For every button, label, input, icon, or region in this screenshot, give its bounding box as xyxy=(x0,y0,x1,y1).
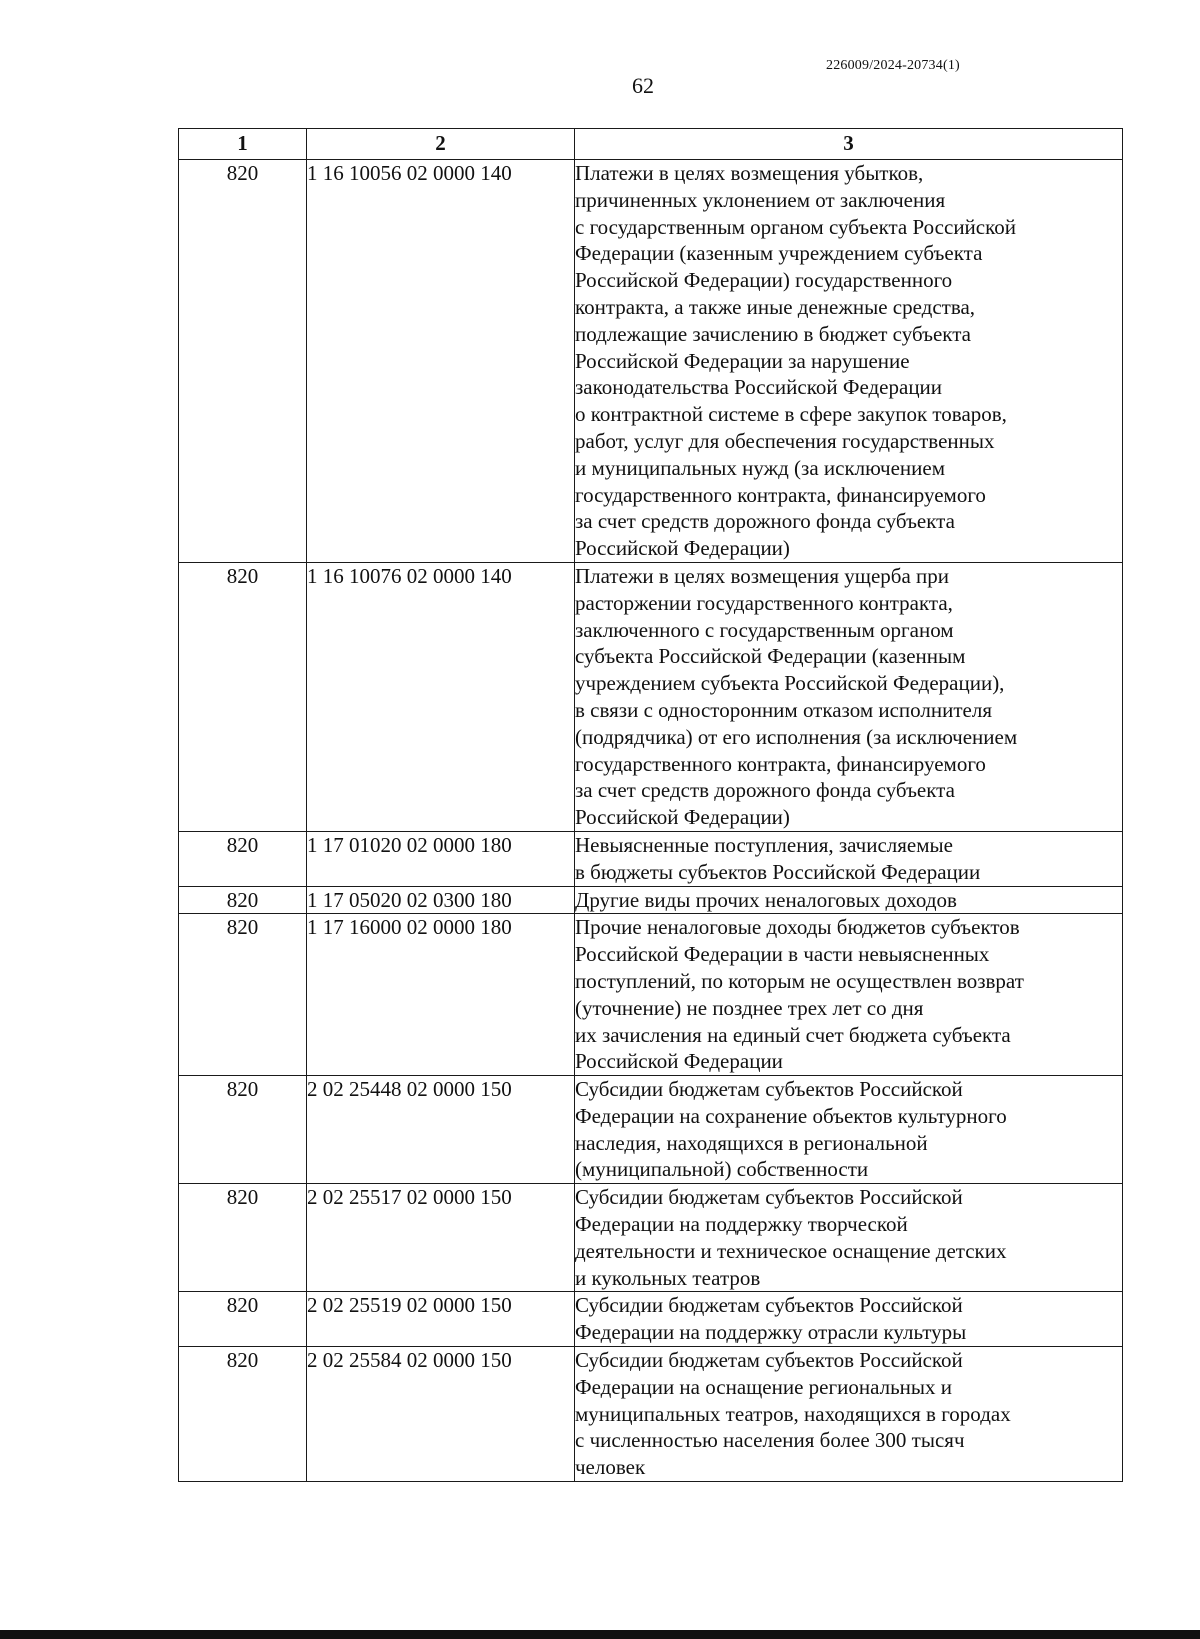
budget-code-cell: 1 17 01020 02 0000 180 xyxy=(307,831,575,886)
table-row xyxy=(179,160,1123,563)
admin-code-cell: 820 xyxy=(179,1347,307,1482)
revenue-name-cell: Платежи в целях возмещения ущерба при расторжении государственного контракта, заключенного с государственным органом субъекта Российской Федерации (казенным учреждением субъекта Российской Федерации), в связи с односторонним отказом исполнителя (подрядчика) от его исполнения (за исключением государственного контракта, финансируемого за счет средств дорожного фонда субъекта Российской Федерации) xyxy=(575,562,1123,831)
revenue-name-cell: Субсидии бюджетам субъектов Российской Федерации на поддержку творческой деятельности и техническое оснащение детских и кукольных театров xyxy=(575,1184,1123,1292)
revenue-name-cell: Субсидии бюджетам субъектов Российской Федерации на оснащение региональных и муниципальных театров, находящихся в городах с численностью населения более 300 тысяч человек xyxy=(575,1347,1123,1482)
revenue-name-cell: Другие виды прочих неналоговых доходов xyxy=(575,886,1123,914)
table-row xyxy=(179,1347,1123,1482)
table-row xyxy=(179,1076,1123,1184)
admin-code-cell: 820 xyxy=(179,914,307,1076)
admin-code-cell: 820 xyxy=(179,1292,307,1347)
admin-code-cell: 820 xyxy=(179,160,307,563)
revenue-name-cell: Прочие неналоговые доходы бюджетов субъектов Российской Федерации в части невыясненных поступлений, по которым не осуществлен возврат (уточнение) не позднее трех лет со дня их зачисления на единый счет бюджета субъекта Российской Федерации xyxy=(575,914,1123,1076)
table-row xyxy=(179,562,1123,831)
admin-code-cell: 820 xyxy=(179,831,307,886)
admin-code-cell: 820 xyxy=(179,1184,307,1292)
scan-edge-bar xyxy=(0,1630,1200,1639)
revenue-name-cell: Платежи в целях возмещения убытков, причиненных уклонением от заключения с государственным органом субъекта Российской Федерации (казенным учреждением субъекта Российской Федерации) государственного контракта, а также иные денежные средства, подлежащие зачислению в бюджет субъекта Российской Федерации за нарушение законодательства Российской Федерации о контрактной системе в сфере закупок товаров, работ, услуг для обеспечения государственных и муниципальных нужд (за исключением государственного контракта, финансируемого за счет средств дорожного фонда субъекта Российской Федерации) xyxy=(575,160,1123,563)
budget-code-cell: 2 02 25584 02 0000 150 xyxy=(307,1347,575,1482)
budget-code-cell: 1 17 16000 02 0000 180 xyxy=(307,914,575,1076)
budget-code-cell: 2 02 25519 02 0000 150 xyxy=(307,1292,575,1347)
document-registration-number: 226009/2024-20734(1) xyxy=(826,58,960,73)
table-row xyxy=(179,1292,1123,1347)
table-row xyxy=(179,886,1123,914)
revenue-name-cell: Невыясненные поступления, зачисляемые в бюджеты субъектов Российской Федерации xyxy=(575,831,1123,886)
revenue-name-cell: Субсидии бюджетам субъектов Российской Федерации на сохранение объектов культурного наследия, находящихся в региональной (муниципальной) собственности xyxy=(575,1076,1123,1184)
budget-revenue-table xyxy=(178,128,1123,1482)
column-header-2: 2 xyxy=(307,129,575,160)
column-header-1: 1 xyxy=(179,129,307,160)
budget-code-cell: 2 02 25448 02 0000 150 xyxy=(307,1076,575,1184)
admin-code-cell: 820 xyxy=(179,562,307,831)
page-number: 62 xyxy=(632,73,654,98)
budget-code-cell: 1 16 10076 02 0000 140 xyxy=(307,562,575,831)
table-row xyxy=(179,831,1123,886)
table-row xyxy=(179,914,1123,1076)
admin-code-cell: 820 xyxy=(179,886,307,914)
admin-code-cell: 820 xyxy=(179,1076,307,1184)
budget-code-cell: 1 16 10056 02 0000 140 xyxy=(307,160,575,563)
revenue-name-cell: Субсидии бюджетам субъектов Российской Федерации на поддержку отрасли культуры xyxy=(575,1292,1123,1347)
column-header-3: 3 xyxy=(575,129,1123,160)
table-header-row xyxy=(179,129,1123,160)
budget-code-cell: 1 17 05020 02 0300 180 xyxy=(307,886,575,914)
budget-code-cell: 2 02 25517 02 0000 150 xyxy=(307,1184,575,1292)
table-row xyxy=(179,1184,1123,1292)
